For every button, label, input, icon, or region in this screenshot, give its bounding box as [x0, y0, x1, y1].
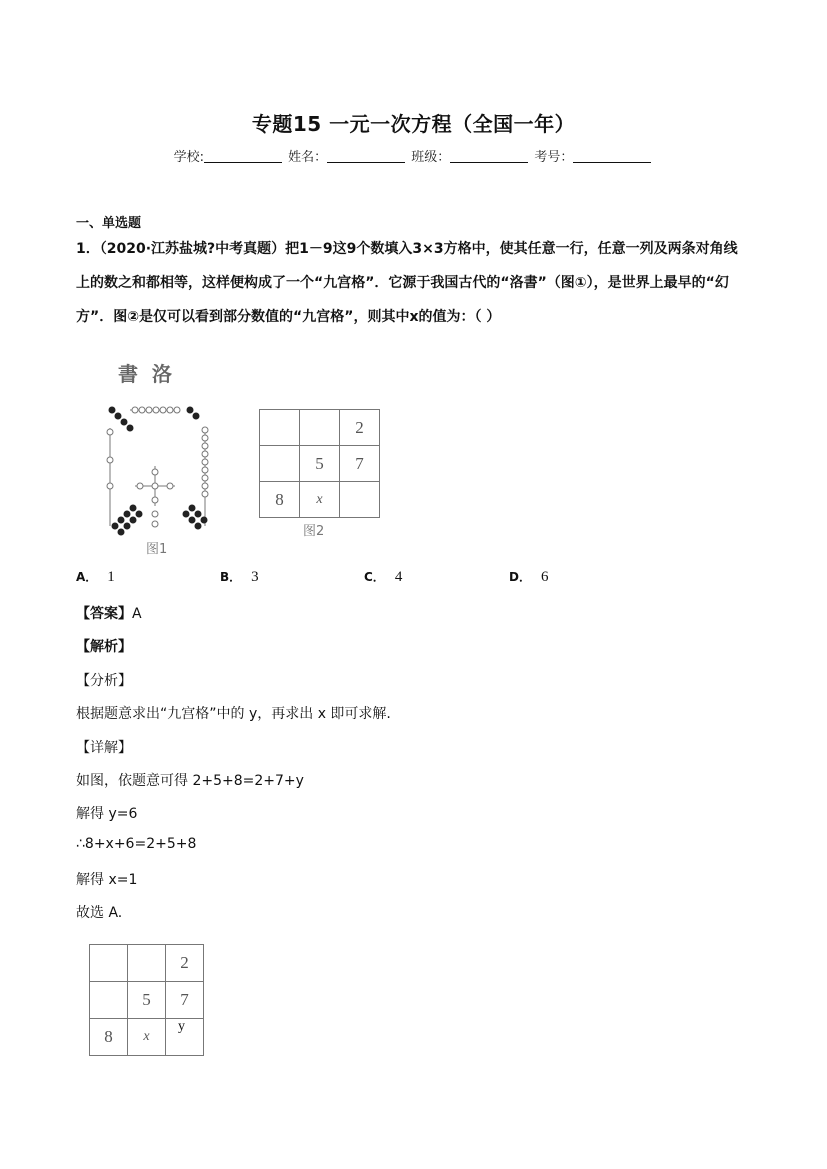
luoshu-diagram — [100, 386, 240, 536]
figure1-caption: 图1 — [146, 542, 168, 557]
grid3-cell-r1c3: 2 — [166, 945, 204, 982]
grid2-cell-r3c1: 8 — [260, 482, 300, 518]
grid2-cell-r1c3: 2 — [340, 410, 380, 446]
detail-line-3: ∴8+x+6=2+5+8 — [76, 836, 197, 852]
nine-grid-figure2 — [259, 409, 380, 518]
question-line-3: 方”．图②是仅可以看到部分数值的“九宫格”，则其中x的值为：（ ） — [76, 309, 501, 325]
fenxi-label: 【分析】 — [76, 673, 132, 689]
section-title: 一、单选题 — [76, 216, 142, 231]
page-title: 专题15 一元一次方程（全国一年） — [251, 112, 576, 136]
option-c-key: C． — [364, 570, 385, 584]
school-blank — [204, 150, 282, 163]
exam-number-label: 考号： — [534, 150, 574, 165]
exam-number-blank — [573, 150, 651, 163]
grid3-cell-r3c3: y — [166, 1019, 204, 1056]
grid3-cell-r2c3: 7 — [166, 982, 204, 1019]
question-line-2: 上的数之和都相等，这样便构成了一个“九宫格”．它源于我国古代的“洛書”（图①），是世界上最早的“幻 — [76, 275, 729, 291]
option-b-key: B． — [220, 570, 242, 584]
grid3-cell-r1c1 — [90, 945, 128, 982]
grid3-cell-r1c2 — [128, 945, 166, 982]
answer-line — [76, 603, 142, 623]
detail-line-4: 解得 x=1 — [76, 872, 138, 888]
luoshu-title: 書 洛 — [118, 362, 172, 386]
student-info-line — [0, 146, 827, 165]
class-label: 班级： — [411, 150, 451, 165]
school-label: 学校: — [173, 150, 204, 165]
fenxi-text: 根据题意求出“九宫格”中的 y，再求出 x 即可求解. — [76, 706, 391, 722]
detail-line-5: 故选 A. — [76, 905, 123, 921]
name-blank — [327, 150, 405, 163]
answer-label: 【答案】 — [76, 606, 132, 622]
option-c-value: 4 — [394, 569, 403, 585]
analysis-label: 【解析】 — [76, 639, 132, 655]
answer-value: A — [132, 606, 142, 622]
grid2-cell-r1c2 — [300, 410, 340, 446]
grid3-cell-r2c1 — [90, 982, 128, 1019]
grid3-cell-r2c2: 5 — [128, 982, 166, 1019]
luoshu-figure — [100, 356, 240, 556]
grid2-cell-r2c1 — [260, 446, 300, 482]
option-c — [364, 568, 402, 586]
grid3-cell-r3c1: 8 — [90, 1019, 128, 1056]
grid2-cell-r3c2: x — [300, 482, 340, 518]
grid2-cell-r2c3: 7 — [340, 446, 380, 482]
figure2-caption: 图2 — [303, 524, 325, 539]
detail-line-1: 如图，依题意可得 2+5+8=2+7+y — [76, 773, 304, 789]
detail-line-2: 解得 y=6 — [76, 806, 138, 822]
option-a-value: 1 — [107, 569, 115, 585]
grid2-cell-r3c3 — [340, 482, 380, 518]
class-blank — [450, 150, 528, 163]
option-b — [220, 568, 259, 586]
option-a — [76, 568, 115, 586]
question-line-1: 1．（2020·江苏盐城?中考真题）把1－9这9个数填入3×3方格中，使其任意一行，任意一列及两条对角线 — [76, 241, 738, 257]
nine-grid-solution — [89, 944, 204, 1056]
option-d-key: D． — [509, 570, 531, 584]
option-d-value: 6 — [540, 569, 549, 585]
detail-label: 【详解】 — [76, 740, 132, 756]
option-b-value: 3 — [251, 569, 259, 585]
grid3-cell-r3c2: x — [128, 1019, 166, 1056]
grid2-cell-r1c1 — [260, 410, 300, 446]
grid2-cell-r2c2: 5 — [300, 446, 340, 482]
option-a-key: A． — [76, 570, 98, 584]
name-label: 姓名： — [288, 150, 328, 165]
option-d — [509, 568, 548, 586]
